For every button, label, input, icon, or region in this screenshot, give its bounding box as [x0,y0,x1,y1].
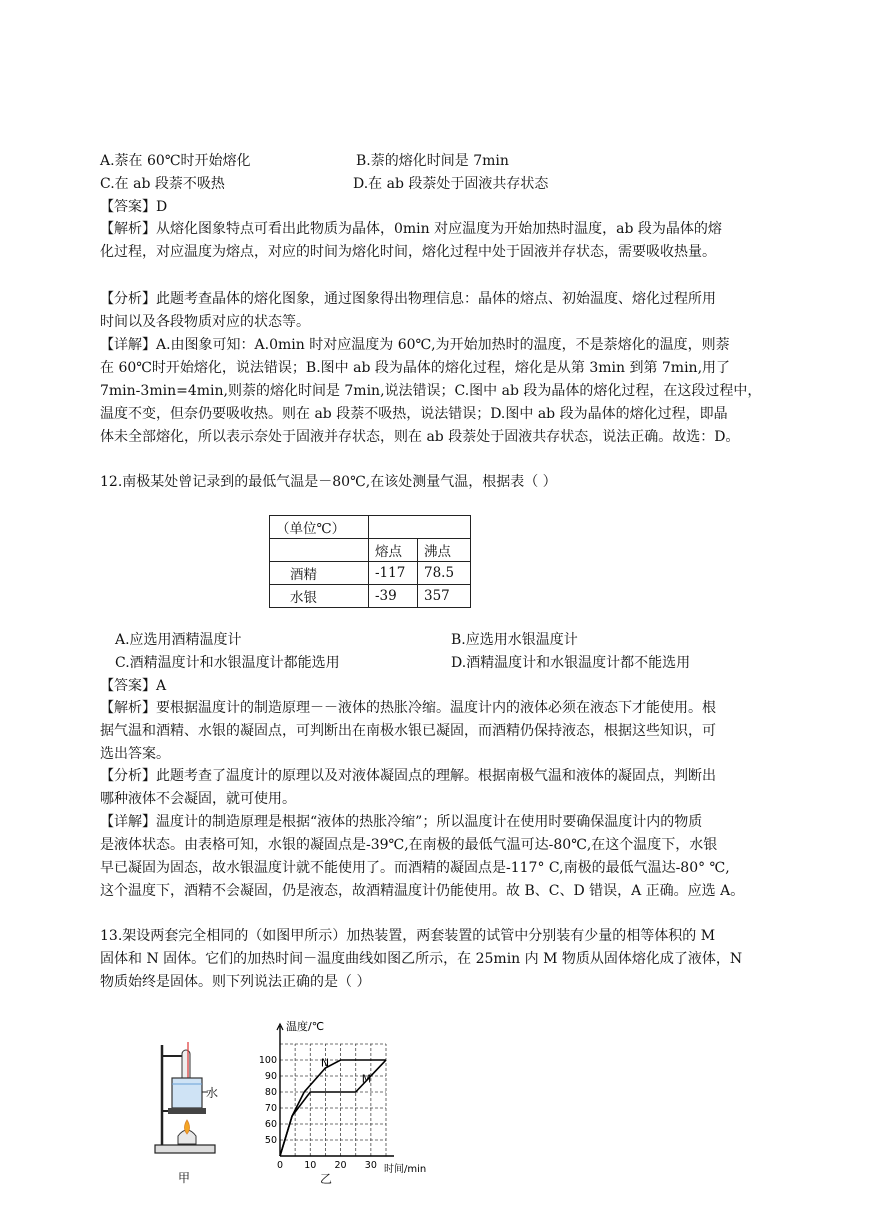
table-empty-cell [270,539,369,562]
y-axis-label: 温度/℃ [286,1020,325,1033]
q12-detail-line-3: 早已凝固为固态，故水银温度计就不能使用了。而酒精的凝固点是-117° C,南极的最低气温达-80° ℃, [100,860,730,876]
table-unit-cell: （单位℃） [270,516,369,539]
q11-answer: 【答案】D [100,199,168,215]
q12-detail-line-2: 是液体状态。由表格可知，水银的凝固点是-39℃,在南极的最低气温可达-80℃,在这个温度下，水银 [100,837,718,853]
heating-apparatus-drawing [148,1040,228,1188]
q11-detail-line-3: 7min-3min=4min,则萘的熔化时间是 7min,说法错误；C.图中 ab 段为晶体的熔化过程，在这段过程中， [100,383,762,399]
x-tick-label: 0 [276,1160,284,1171]
y-tick-label: 60 [264,1119,277,1130]
table-row-melt: -117 [369,562,418,585]
q11-detail-line-1: 【详解】A.由图象可知：A.0min 时对应温度为 60℃,为开始加热时的温度，不是萘熔化的温度，则萘 [100,337,730,353]
table-row-boil: 357 [418,585,471,608]
q11-summary-line-2: 时间以及各段物质对应的状态等。 [100,314,310,330]
q12-detail-line-1: 【详解】温度计的制造原理是根据“液体的热胀冷缩”；所以温度计在使用时要确保温度计内的物质 [100,814,703,830]
table-header-boil: 沸点 [418,539,471,562]
heating-apparatus-figure [148,1040,228,1188]
x-tick-label: 20 [334,1160,347,1171]
chart-svg [258,1020,452,1192]
q11-option-b: B.萘的熔化时间是 7min [356,153,509,169]
table-row-melt: -39 [369,585,418,608]
q12-option-d: D.酒精温度计和水银温度计都不能选用 [451,655,691,671]
y-tick-label: 100 [258,1055,277,1066]
y-tick-label: 90 [264,1071,277,1082]
q12-detail-line-4: 这个温度下，酒精不会凝固，仍是液态，故酒精温度计仍能使用。故 B、C、D 错误，A 正确。应选 A。 [100,883,745,899]
q12-option-c: C.酒精温度计和水银温度计都能选用 [115,655,340,671]
melting-boiling-table [269,515,471,608]
table-header-melt: 熔点 [369,539,418,562]
q11-analysis-line-2: 化过程，对应温度为熔点，对应的时间为熔化时间，熔化过程中处于固液并存状态，需要吸收热量。 [100,244,716,260]
q12-option-a: A.应选用酒精温度计 [115,632,242,648]
q13-question-line-2: 固体和 N 固体。它们的加热时间－温度曲线如图乙所示，在 25min 内 M 物质从固体熔化成了液体，N [100,951,743,967]
series-label-M: M [361,1072,372,1086]
y-tick-label: 80 [264,1087,277,1098]
q12-option-b: B.应选用水银温度计 [451,632,578,648]
q12-analysis-line-1: 【解析】要根据温度计的制造原理－－液体的热胀冷缩。温度计内的液体必须在液态下才能使用。根 [100,700,716,716]
q11-option-d: D.在 ab 段萘处于固液共存状态 [353,176,549,192]
q11-option-c: C.在 ab 段萘不吸热 [100,176,225,192]
temperature-time-chart [258,1020,452,1192]
table-row-name: 水银 [270,585,369,608]
series-label-N: N [320,1056,330,1070]
water-label: 水 [206,1086,219,1100]
q11-detail-line-5: 体未全部熔化，所以表示奈处于固液并存状态，则在 ab 段萘处于固液共存状态，说法正确。故选：D。 [100,429,740,445]
q12-answer: 【答案】A [100,678,167,694]
q12-analysis-line-2: 据气温和酒精、水银的凝固点，可判断出在南极水银已凝固，而酒精仍保持液态，根据这些知识，可 [100,723,716,739]
q13-question-line-1: 13.架设两套完全相同的（如图甲所示）加热装置，两套装置的试管中分别装有少量的相等体积的 M [100,928,716,944]
figure-a-caption: 甲 [178,1171,191,1185]
q11-summary-line-1: 【分析】此题考查晶体的熔化图象，通过图象得出物理信息：晶体的熔点、初始温度、熔化过程所用 [100,291,716,307]
table-empty-cell [369,516,471,539]
q12-analysis-line-3: 选出答案。 [100,746,170,762]
figure-b-caption: 乙 [320,1172,333,1186]
table-row-name: 酒精 [270,562,369,585]
q11-analysis-line-1: 【解析】从熔化图象特点可看出此物质为晶体，0min 对应温度为开始加热时温度，ab 段为晶体的熔 [100,221,722,237]
q13-question-line-3: 物质始终是固体。则下列说法正确的是（ ） [100,974,371,990]
q12-summary-line-2: 哪种液体不会凝固，就可使用。 [100,791,296,807]
q12-summary-line-1: 【分析】此题考查了温度计的原理以及对液体凝固点的理解。根据南极气温和液体的凝固点，判断出 [100,768,716,784]
table-row [270,562,471,585]
x-tick-label: 10 [304,1160,317,1171]
x-tick-label: 30 [364,1160,377,1171]
q12-question: 12.南极某处曾记录到的最低气温是－80℃,在该处测量气温，根据表（ ） [100,474,557,490]
x-axis-label: 时间/min [384,1164,427,1175]
y-tick-label: 70 [264,1103,277,1114]
q11-detail-line-4: 温度不变，但奈仍要吸收热。则在 ab 段萘不吸热，说法错误；D.图中 ab 段为晶体的熔化过程，即晶 [100,406,728,422]
q11-detail-line-2: 在 60℃时开始熔化，说法错误；B.图中 ab 段为晶体的熔化过程，熔化是从第 3min 到第 7min,用了 [100,360,731,376]
q11-option-a: A.萘在 60℃时开始熔化 [100,153,251,169]
y-tick-label: 50 [264,1135,277,1146]
table-row [270,585,471,608]
table-row-boil: 78.5 [418,562,471,585]
